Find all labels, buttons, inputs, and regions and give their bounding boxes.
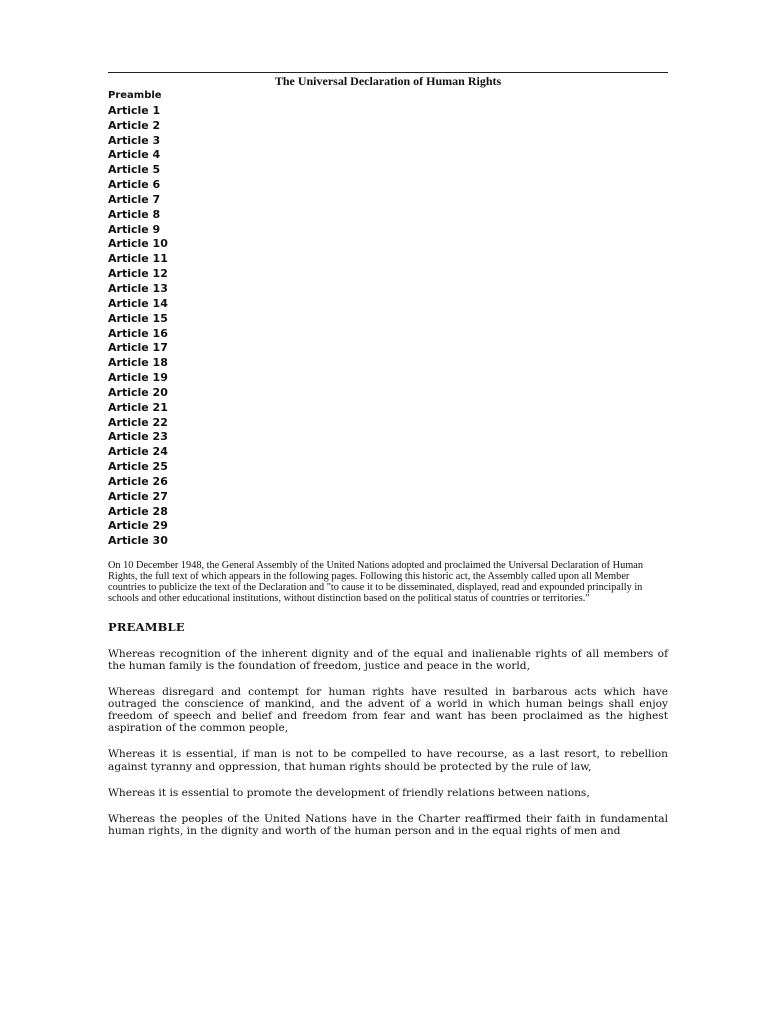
toc-item-article-6[interactable]: Article 6 xyxy=(108,178,161,192)
toc-item-article-23[interactable]: Article 23 xyxy=(108,430,168,444)
toc-item-article-22[interactable]: Article 22 xyxy=(108,415,168,429)
toc-item-article-13[interactable]: Article 13 xyxy=(108,281,168,295)
toc-item-article-27[interactable]: Article 27 xyxy=(108,489,168,503)
toc-item-article-3[interactable]: Article 3 xyxy=(108,133,161,147)
toc-item-article-17[interactable]: Article 17 xyxy=(108,341,168,355)
toc-item-article-10[interactable]: Article 10 xyxy=(108,237,168,251)
toc-item-article-9[interactable]: Article 9 xyxy=(108,222,161,236)
toc-item-article-24[interactable]: Article 24 xyxy=(108,445,168,459)
table-of-contents xyxy=(108,89,668,549)
preamble-paragraph: Whereas it is essential to promote the development of friendly relations between nations, xyxy=(108,786,590,799)
toc-item-article-30[interactable]: Article 30 xyxy=(108,534,168,548)
toc-item-article-28[interactable]: Article 28 xyxy=(108,504,168,518)
toc-item-article-19[interactable]: Article 19 xyxy=(108,371,168,385)
preamble-paragraph: Whereas the peoples of the United Nations have in the Charter reaffirmed their faith in fundamental human rights, in the dignity and worth of the human person and in the equal rights of men and xyxy=(108,812,668,838)
toc-item-article-11[interactable]: Article 11 xyxy=(108,252,168,266)
toc-item-article-7[interactable]: Article 7 xyxy=(108,192,161,206)
document-page xyxy=(108,72,668,837)
toc-item-article-16[interactable]: Article 16 xyxy=(108,326,168,340)
top-rule xyxy=(108,72,668,73)
toc-item-preamble[interactable]: Preamble xyxy=(108,90,162,101)
intro-paragraph: On 10 December 1948, the General Assembly of the United Nations adopted and proclaimed the Universal Declaration of Human Rights, the full text of which appears in the following pages. Following this historic act, the Assembly called upon all Member countries to publicize the text of the Declaration and "to cause it to be disseminated, displayed, read and expounded principally in schools and other educational institutions, without distinction based on the political status of countries or territories." xyxy=(108,560,643,605)
toc-item-article-25[interactable]: Article 25 xyxy=(108,460,168,474)
toc-item-article-1[interactable]: Article 1 xyxy=(108,103,161,117)
toc-item-article-4[interactable]: Article 4 xyxy=(108,148,161,162)
toc-item-article-26[interactable]: Article 26 xyxy=(108,474,168,488)
toc-item-article-18[interactable]: Article 18 xyxy=(108,356,168,370)
toc-item-article-5[interactable]: Article 5 xyxy=(108,163,161,177)
toc-item-article-21[interactable]: Article 21 xyxy=(108,400,168,414)
toc-item-article-20[interactable]: Article 20 xyxy=(108,385,168,399)
preamble-paragraph: Whereas recognition of the inherent dignity and of the equal and inalienable rights of all members of the human family is the foundation of freedom, justice and peace in the world, xyxy=(108,648,668,673)
toc-item-article-2[interactable]: Article 2 xyxy=(108,118,161,132)
toc-item-article-8[interactable]: Article 8 xyxy=(108,207,161,221)
preamble-heading: PREAMBLE xyxy=(108,620,185,635)
toc-item-article-12[interactable]: Article 12 xyxy=(108,267,168,281)
toc-item-article-14[interactable]: Article 14 xyxy=(108,296,168,310)
document-title: The Universal Declaration of Human Rights xyxy=(274,74,502,88)
preamble-paragraph: Whereas it is essential, if man is not to be compelled to have recourse, as a last resort, to rebellion against tyranny and oppression, that human rights should be protected by the rule of law, xyxy=(108,748,668,773)
toc-item-article-29[interactable]: Article 29 xyxy=(108,519,168,533)
toc-item-article-15[interactable]: Article 15 xyxy=(108,311,168,325)
preamble-paragraph: Whereas disregard and contempt for human rights have resulted in barbarous acts which have outraged the conscience of mankind, and the advent of a world in which human beings shall enjoy freedom of speech and belief and freedom from fear and want has been proclaimed as the highest aspiration of the common people, xyxy=(108,685,668,735)
